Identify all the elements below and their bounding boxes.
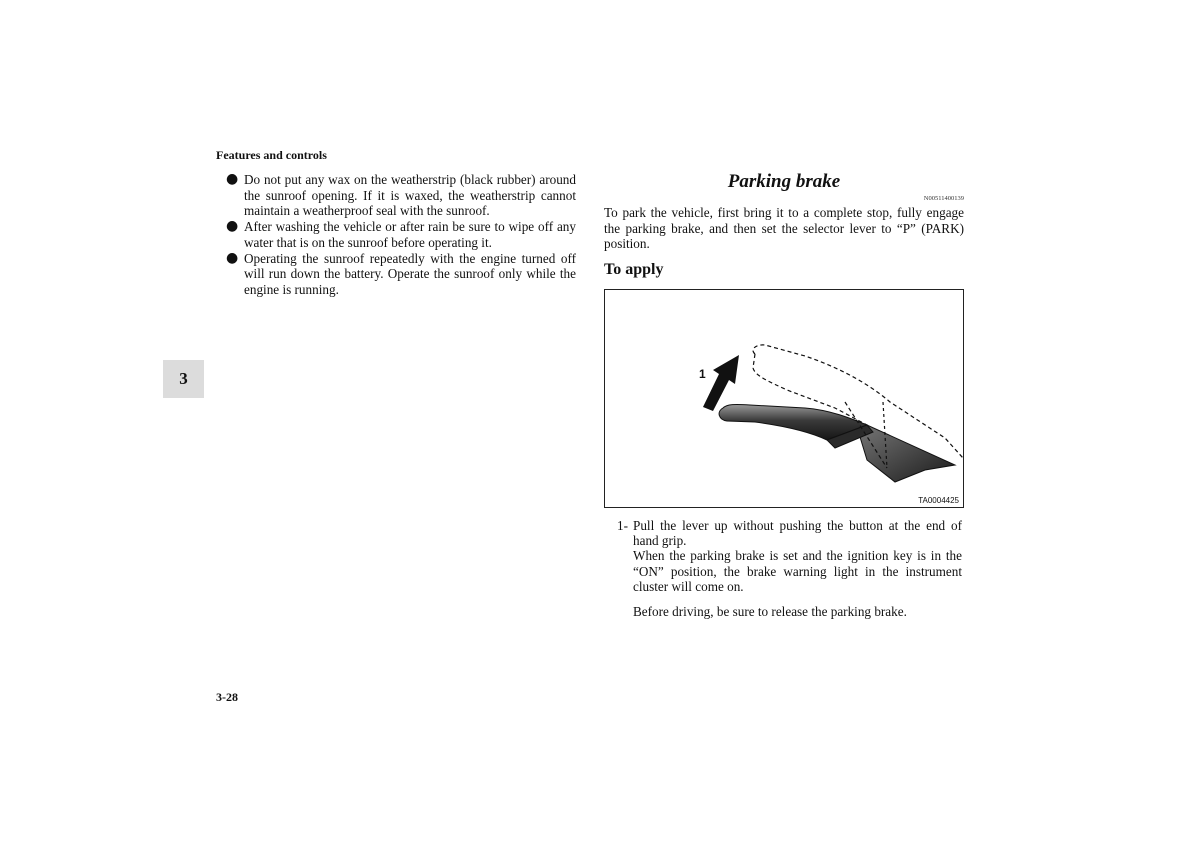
caution-list <box>226 172 576 298</box>
subheading: To apply <box>604 261 664 278</box>
step-text-1: Pull the lever up without pushing the button at the end of hand grip. <box>633 518 962 549</box>
step-number: 1- <box>617 518 628 533</box>
section-header: Features and controls <box>216 148 327 162</box>
bullet-text: Operating the sunroof repeatedly with the engine turned off will run down the battery. Operate the sunroof only while the engine is running. <box>244 250 576 297</box>
page-title: Parking brake <box>727 171 841 192</box>
intro-paragraph: To park the vehicle, first bring it to a complete stop, fully engage the parking brake, and then set the selector lever to “P” (PARK) position. <box>604 205 964 252</box>
chapter-number: 3 <box>179 369 188 388</box>
list-item <box>226 219 576 250</box>
bullet-icon: ● <box>226 249 239 266</box>
list-item <box>226 172 576 219</box>
page-number: 3-28 <box>216 690 238 704</box>
step-text-2: When the parking brake is set and the ignition key is in the “ON” position, the brake warning light in the instrument cluster will come on. <box>633 548 962 594</box>
chapter-tab <box>163 360 204 398</box>
callout-number: 1 <box>699 367 706 381</box>
bullet-icon: ● <box>226 218 239 235</box>
bullet-text: After washing the vehicle or after rain be sure to wipe off any water that is on the sunroof before operating it. <box>244 219 576 250</box>
up-arrow-icon <box>703 355 739 411</box>
figure-code: TA0004425 <box>918 496 959 505</box>
reference-code: N00511400139 <box>923 195 964 202</box>
list-item <box>226 251 576 298</box>
bullet-icon: ● <box>226 171 239 187</box>
lever-drawing <box>605 290 963 507</box>
step-1 <box>617 518 962 594</box>
parking-brake-illustration <box>604 289 964 508</box>
release-note: Before driving, be sure to release the parking brake. <box>633 604 907 619</box>
bullet-text: Do not put any wax on the weatherstrip (black rubber) around the sunroof opening. If it is waxed, the weatherstrip cannot maintain a weatherproof seal with the sunroof. <box>244 172 576 219</box>
